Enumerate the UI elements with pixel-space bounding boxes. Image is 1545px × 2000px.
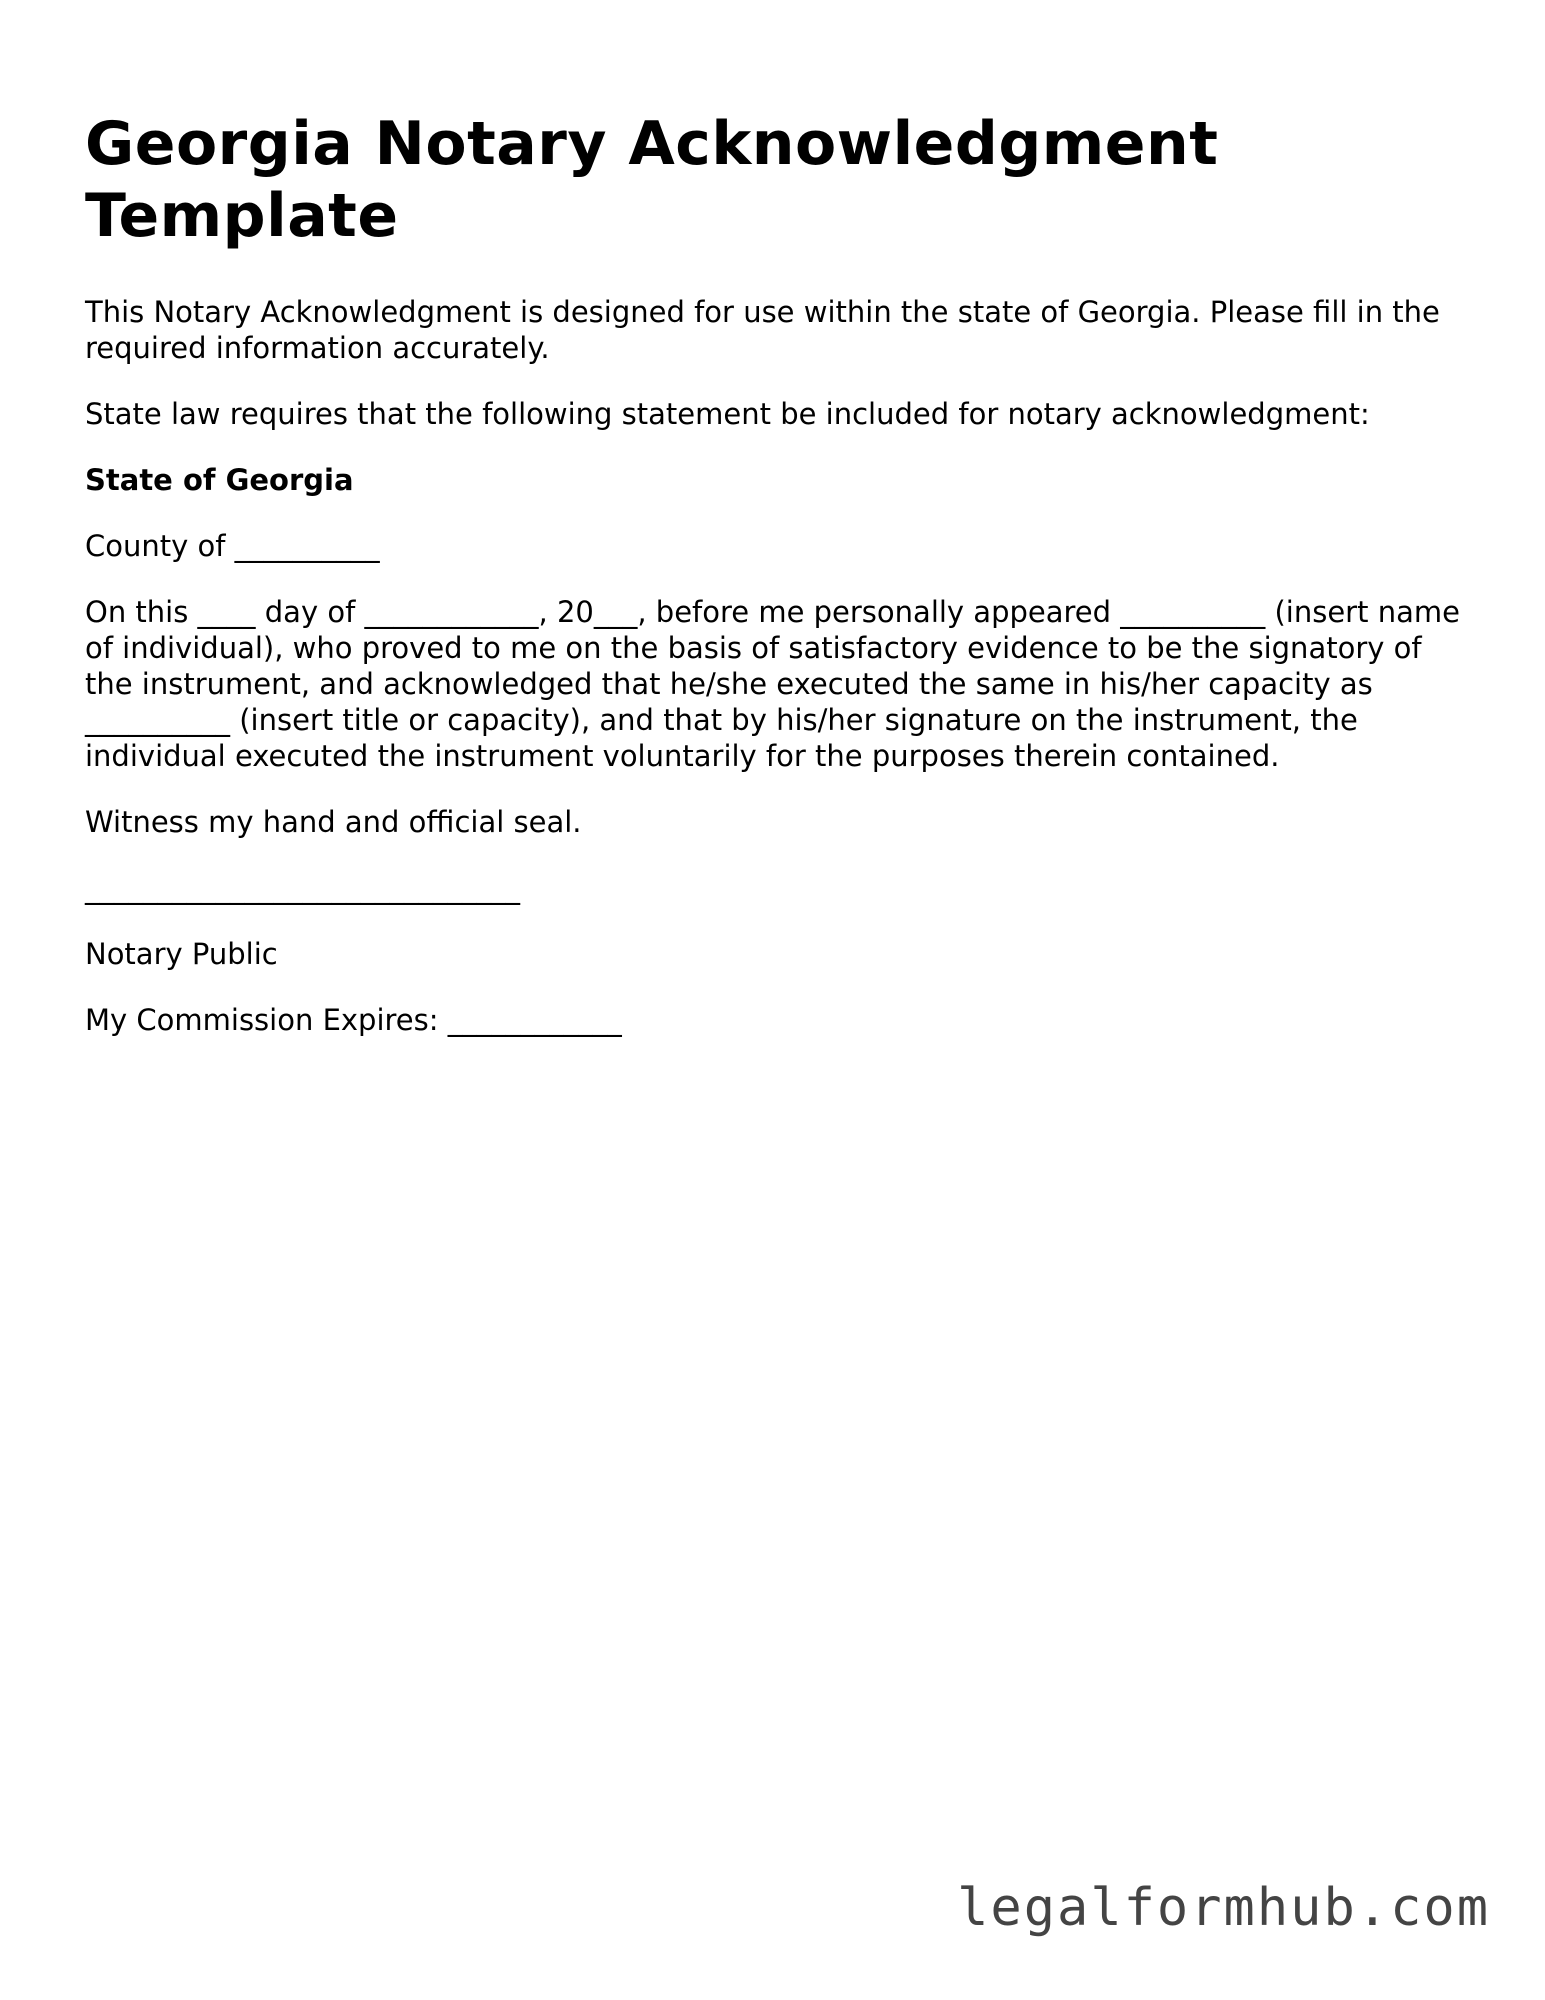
site-watermark: legalformhub.com [957, 1878, 1490, 1938]
document-page [85, 108, 1465, 1068]
document-title: Georgia Notary Acknowledgment Template [85, 109, 1219, 251]
notary-label: Notary Public [85, 937, 278, 971]
county-line: County of __________ [85, 529, 380, 563]
commission-line: My Commission Expires: ____________ [85, 1003, 622, 1037]
intro-paragraph: This Notary Acknowledgment is designed for use within the state of Georgia. Please fill in the required information accurately. [85, 295, 1440, 365]
signature-line: ______________________________ [85, 871, 520, 905]
acknowledgment-body: On this ____ day of ____________, 20___, before me personally appeared __________ (insert name of individual), who proved to me on the basis of satisfactory evidence to be the signatory of the instrument, and acknowledged that he/she executed the same in his/her capacity as __________ (insert title or capacity), and that by his/her signature on the instrument, the individual executed the instrument voluntarily for the purposes therein contained. [85, 595, 1460, 773]
witness-line: Witness my hand and official seal. [85, 805, 582, 839]
state-line: State of Georgia [85, 463, 354, 497]
law-statement: State law requires that the following statement be included for notary acknowledgment: [85, 397, 1370, 431]
